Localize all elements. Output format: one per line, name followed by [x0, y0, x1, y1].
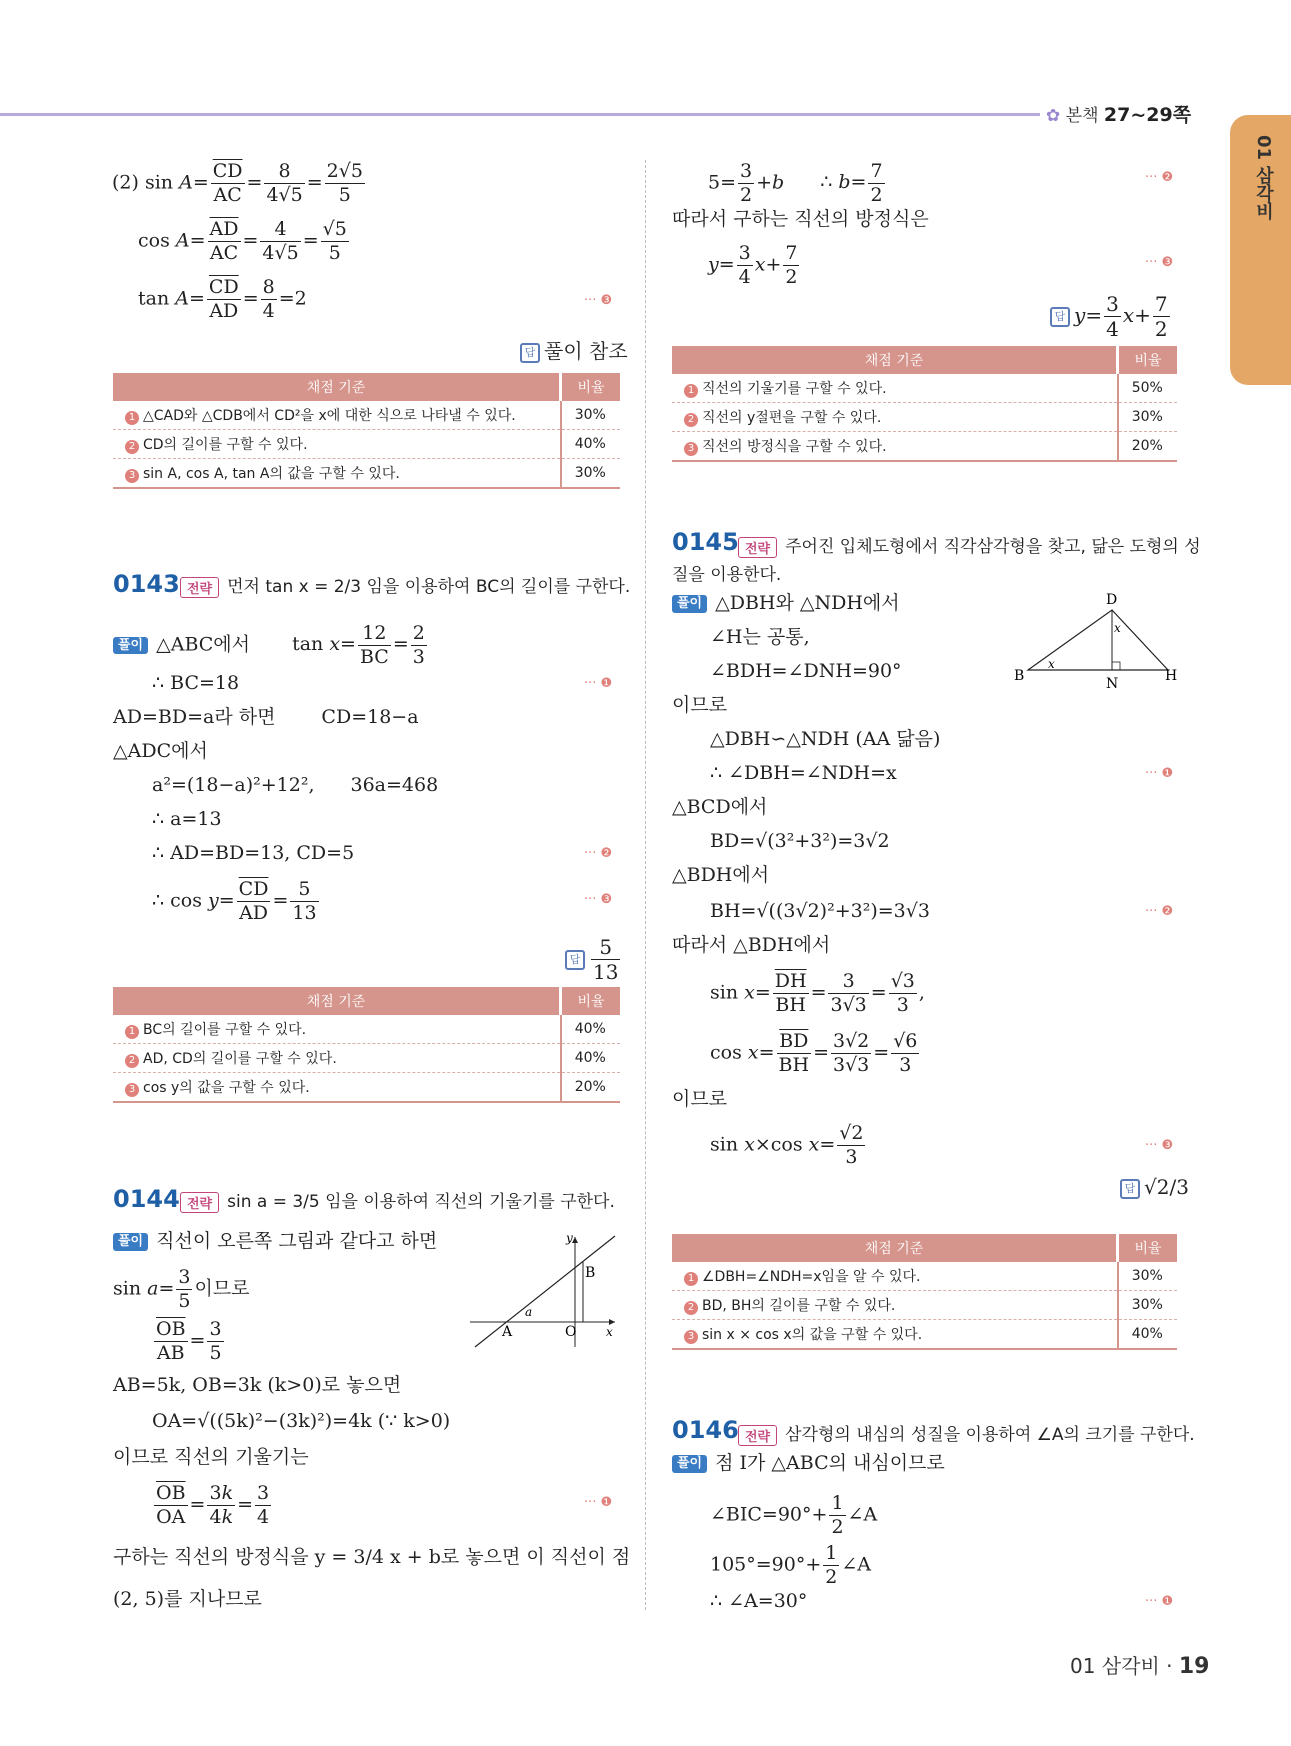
p143-l2: ∴ BC=18 [152, 672, 240, 694]
p145-l12: 이므로 [672, 1088, 728, 1110]
p145-l4: 이므로 [672, 694, 728, 716]
p145-l5: △DBH∽△NDH (AA 닮음) [710, 728, 941, 750]
p144-slope: $\frac{\overline{OB}}{OA}$ = $\frac{3k}{4k}$ = $\frac{3}{4}$ [156, 1482, 270, 1528]
strategy: 전략 먼저 tan x = 2/3 임을 이용하여 BC의 길이를 구한다. [172, 572, 630, 598]
table-row: 3 sin x × cos x의 값을 구할 수 있다. 40% [672, 1320, 1177, 1350]
flower-icon: ✿ [1046, 106, 1061, 126]
table-row: 1 BC의 길이를 구할 수 있다. 40% [113, 1015, 620, 1044]
answer-icon: 답 [1050, 307, 1070, 327]
scoring-table-4: 채점 기준 비율 1 ∠DBH=∠NDH=x임을 알 수 있다. 30% 2 BD, BH의 길이를 구할 수 있다. 30% 3 sin x × cos x의 값을 구할 수 있다. 40% [672, 1234, 1177, 1350]
p144-l7: (2, 5)를 지나므로 [113, 1588, 262, 1610]
p145-l10: BH=√((3√2)²+3²)=3√3 [710, 900, 930, 922]
table-row: 1 직선의 기울기를 구할 수 있다. 50% [672, 374, 1177, 403]
problem-number: 0145 [672, 528, 739, 556]
p2-tan: tan A= $\frac{\overline{CD}}{AD}$ = $\frac{8}{4}$ =2 [138, 276, 307, 322]
line-graph-figure [470, 1232, 620, 1352]
page-footer: 01 삼각비 · 19 [1070, 1654, 1210, 1679]
p2-sin: (2) sin A= $\frac{\overline{CD}}{AC}$ = $\frac{8}{4√5}$ = $\frac{2√5}{5}$ [112, 160, 363, 206]
answer-icon: 답 [520, 343, 540, 363]
svg-text:a: a [525, 1305, 533, 1319]
mark-2: ··· ❷ [1145, 904, 1174, 919]
chapter-tab-label: 01 삼각비 [1253, 135, 1274, 221]
svg-text:x: x [606, 1325, 613, 1339]
p143-l7: ∴ AD=BD=13, CD=5 [152, 842, 355, 864]
p146-l1: 풀이 점 I가 △ABC의 내심이므로 [672, 1452, 945, 1475]
problem-number: 0146 [672, 1416, 739, 1444]
header-rule [0, 113, 1040, 116]
p145-l7: △BCD에서 [672, 796, 768, 818]
strategy: 전략 주어진 입체도형에서 직각삼각형을 찾고, 닮은 도형의 성 [730, 532, 1201, 558]
p145-l2: ∠H는 공통, [710, 626, 810, 648]
right-l1: 5= $\frac{3}{2}$ +b ∴ b= $\frac{7}{2}$ [708, 160, 883, 206]
p144-frac: $\frac{\overline{OB}}{AB}$ = $\frac{3}{5}$ [156, 1318, 222, 1364]
p146-l3: 105°=90°+ $\frac{1}{2}$ ∠A [710, 1542, 872, 1588]
p143-l6: ∴ a=13 [152, 808, 222, 830]
svg-text:x: x [1048, 657, 1055, 671]
answer-icon: 답 [565, 950, 585, 970]
svg-text:B: B [1014, 668, 1025, 684]
table-row: 2 CD의 길이를 구할 수 있다. 40% [113, 430, 620, 459]
mark-2: ··· ❷ [584, 846, 613, 861]
p145-l8: BD=√(3²+3²)=3√2 [710, 830, 890, 852]
p146-l4: ∴ ∠A=30° [710, 1590, 808, 1612]
strategy-cont: 질을 이용한다. [672, 565, 782, 585]
right-l3: y= $\frac{3}{4}$ x+ $\frac{7}{2}$ [708, 242, 798, 288]
p144-l6: 구하는 직선의 방정식을 y = 3/4 x + b로 놓으면 이 직선이 점 [113, 1546, 631, 1568]
p145-l9: △BDH에서 [672, 864, 770, 886]
svg-text:B: B [585, 1265, 596, 1281]
p145-l1: 풀이 △DBH와 △NDH에서 [672, 592, 900, 615]
problem-number: 0144 [113, 1185, 180, 1213]
mark-3: ··· ❸ [584, 892, 613, 907]
table-row: 2 BD, BH의 길이를 구할 수 있다. 30% [672, 1291, 1177, 1320]
answer: 답 √2/3 [1120, 1175, 1189, 1199]
svg-text:x: x [1114, 621, 1121, 635]
page-reference: ✿ 본책 27~29쪽 [1046, 104, 1192, 126]
mark-1: ··· ❶ [584, 1495, 613, 1510]
svg-text:D: D [1106, 592, 1118, 608]
mark-2: ··· ❷ [1145, 170, 1174, 185]
table-row: 3 sin A, cos A, tan A의 값을 구할 수 있다. 30% [113, 459, 620, 489]
p143-l5: a²=(18−a)²+12², 36a=468 [152, 774, 439, 796]
svg-text:O: O [565, 1324, 577, 1340]
table-row: 2 AD, CD의 길이를 구할 수 있다. 40% [113, 1044, 620, 1073]
answer: 답 y= $\frac{3}{4}$ x+ $\frac{7}{2}$ [1050, 292, 1172, 341]
answer-icon: 답 [1120, 1179, 1140, 1199]
scoring-table-2: 채점 기준 비율 1 BC의 길이를 구할 수 있다. 40% 2 AD, CD의 길이를 구할 수 있다. 40% 3 cos y의 값을 구할 수 있다. 20% [113, 987, 620, 1103]
mark-1: ··· ❶ [1145, 766, 1174, 781]
svg-text:A: A [502, 1324, 513, 1340]
p145-product: sin x×cos x= $\frac{√2}{3}$ [710, 1122, 864, 1168]
p143-l3: AD=BD=a라 하면 CD=18−a [113, 706, 419, 728]
table-row: 1 △CAD와 △CDB에서 CD²을 x에 대한 식으로 나타낼 수 있다. 30% [113, 401, 620, 430]
right-l2: 따라서 구하는 직선의 방정식은 [672, 208, 929, 230]
svg-text:y: y [566, 1232, 573, 1245]
p145-cos: cos x= $\frac{\overline{BD}}{BH}$ = $\frac{3√2}{3√3}$ = $\frac{√6}{3}$ [710, 1030, 918, 1076]
p143-l8: ∴ cos y= $\frac{\overline{CD}}{AD}$ = $\frac{5}{13}$ [152, 878, 317, 924]
mark-1: ··· ❶ [584, 676, 613, 691]
see-solution: 답 풀이 참조 [520, 335, 628, 364]
table-row: 1 ∠DBH=∠NDH=x임을 알 수 있다. 30% [672, 1262, 1177, 1291]
strategy: 전략 삼각형의 내심의 성질을 이용하여 ∠A의 크기를 구한다. [730, 1420, 1195, 1446]
svg-text:H: H [1165, 668, 1178, 684]
p144-l5: 이므로 직선의 기울기는 [113, 1446, 309, 1468]
p144-l4: OA=√((5k)²−(3k)²)=4k (∵ k>0) [152, 1410, 451, 1432]
mark-1: ··· ❶ [1145, 1594, 1174, 1609]
p2-cos: cos A= $\frac{\overline{AD}}{AC}$ = $\frac{4}{4√5}$ = $\frac{√5}{5}$ [138, 218, 347, 264]
p144-l1: 풀이 직선이 오른쪽 그림과 같다고 하면 [113, 1230, 437, 1253]
p145-sin: sin x= $\frac{\overline{DH}}{BH}$ = $\frac{3}{3√3}$ = $\frac{√3}{3}$ , [710, 970, 925, 1016]
p146-l2: ∠BIC=90°+ $\frac{1}{2}$ ∠A [710, 1492, 878, 1538]
p144-l3: AB=5k, OB=3k (k>0)로 놓으면 [113, 1374, 402, 1396]
mark-3: ··· ❸ [1145, 255, 1174, 270]
triangle-figure [1010, 592, 1185, 692]
table-row: 2 직선의 y절편을 구할 수 있다. 30% [672, 403, 1177, 432]
problem-number: 0143 [113, 570, 180, 598]
scoring-table-3: 채점 기준 비율 1 직선의 기울기를 구할 수 있다. 50% 2 직선의 y절편을 구할 수 있다. 30% 3 직선의 방정식을 구할 수 있다. 20% [672, 346, 1177, 462]
p143-l1: 풀이 △ABC에서 tan x= $\frac{12}{BC}$ = $\frac{2}{3}$ [113, 622, 429, 669]
p144-l2: sin a= $\frac{3}{5}$ 이므로 [113, 1266, 250, 1312]
table-row: 3 직선의 방정식을 구할 수 있다. 20% [672, 432, 1177, 462]
p143-l4: △ADC에서 [113, 740, 208, 762]
mark-3: ··· ❸ [584, 293, 613, 308]
mark-3: ··· ❸ [1145, 1138, 1174, 1153]
strategy: 전략 sin a = 3/5 임을 이용하여 직선의 기울기를 구한다. [172, 1187, 615, 1213]
answer: 답 $\frac{5}{13}$ [565, 935, 622, 984]
table-row: 3 cos y의 값을 구할 수 있다. 20% [113, 1073, 620, 1103]
p145-l3: ∠BDH=∠DNH=90° [710, 660, 902, 682]
scoring-table-1: 채점 기준 비율 1 △CAD와 △CDB에서 CD²을 x에 대한 식으로 나타낼 수 있다. 30% 2 CD의 길이를 구할 수 있다. 40% 3 sin A, cos A, tan A의 값을 구할 수 있다. 30% [113, 373, 620, 489]
column-divider [645, 160, 646, 1610]
p145-l6: ∴ ∠DBH=∠NDH=x [710, 762, 897, 784]
svg-text:N: N [1106, 676, 1119, 692]
p145-l11: 따라서 △BDH에서 [672, 934, 831, 956]
